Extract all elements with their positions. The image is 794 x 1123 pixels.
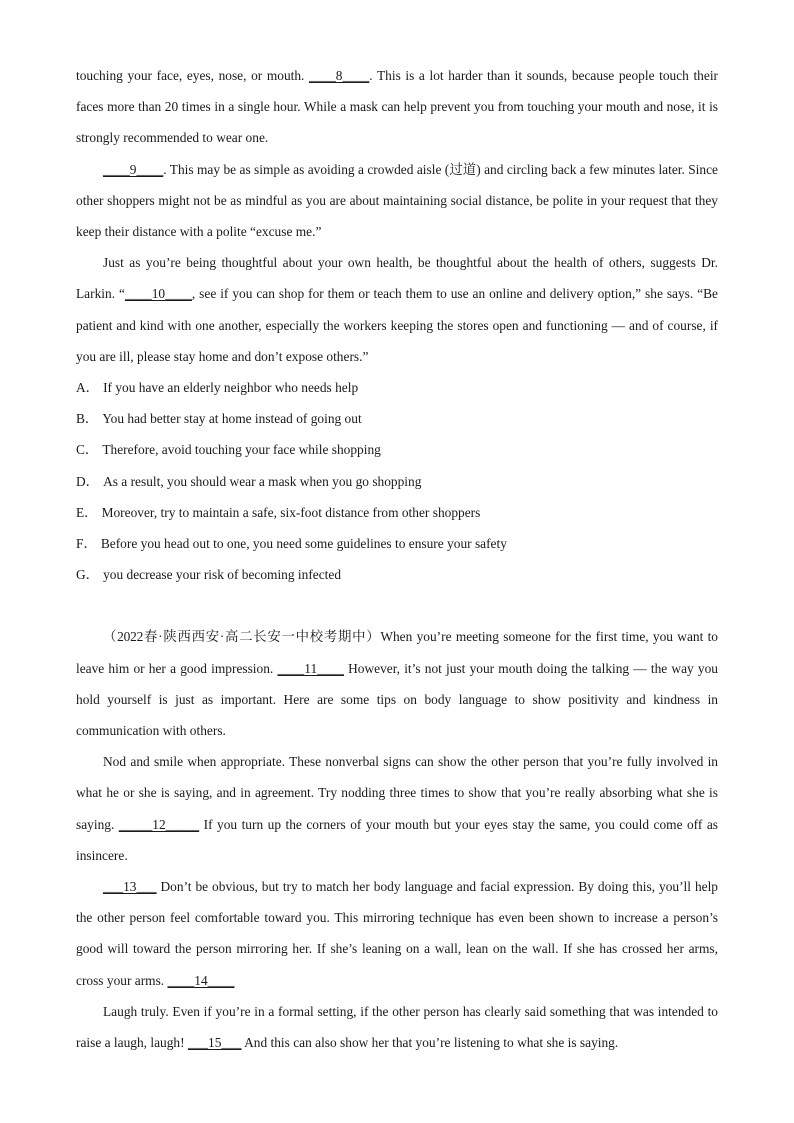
- text-segment: touching your face, eyes, nose, or mouth.: [76, 68, 310, 83]
- paragraph-nod-smile: [76, 746, 718, 871]
- blank-15: ___15___: [187, 1035, 242, 1051]
- blank-12: _____12_____: [118, 816, 200, 832]
- option-d: D． As a result, you should wear a mask when you go shopping: [76, 473, 422, 489]
- text-segment: Just as you’re being thoughtful about your own health, be thoughtful about the health of others, suggests Dr. Larkin. “: [76, 255, 718, 302]
- paragraph-mask-guidance: [76, 60, 718, 154]
- text-segment: . This is a lot harder than it sounds, because people touch their faces more than 20 times in a single hour. While a mask can help prevent you from touching your mouth and nose, it is strongly recommended to wear one.: [76, 68, 719, 146]
- blank-14: ____14____: [167, 972, 235, 988]
- paragraph-mirroring: [76, 871, 718, 996]
- paragraph-others-health: [76, 247, 718, 372]
- paragraph-first-impression: [76, 621, 718, 746]
- option-b: B． You had better stay at home instead of going out: [76, 411, 362, 427]
- option-e: E． Moreover, try to maintain a safe, six-foot distance from other shoppers: [76, 504, 481, 520]
- document-page: [76, 60, 718, 1058]
- blank-13: ___13___: [103, 879, 157, 895]
- text-segment: If you turn up the corners of your mouth but your eyes stay the same, you could come off as insincere.: [76, 816, 718, 863]
- text-segment: , see if you can shop for them or teach them to use an online and delivery option,” she says. “Be patient and kind with one another, especially the workers keeping the stores open and functioning — and of course, if you are ill, please stay home and don’t expose others.”: [76, 286, 718, 364]
- text-segment: However, it’s not just your mouth doing the talking — the way you hold yourself is just as important. Here are some tips on body language to show positivity and kindness in communication with others.: [76, 660, 719, 739]
- section-gap: [76, 590, 718, 621]
- blank-8: ____8____: [309, 68, 370, 83]
- option-c: C． Therefore, avoid touching your face while shopping: [76, 442, 381, 458]
- text-segment: Laugh truly. Even if you’re in a formal setting, if the other person has clearly said something that was intended to raise a laugh, laugh!: [76, 1003, 718, 1051]
- text-segment: . This may be as simple as avoiding a crowded aisle (过道) and circling back a few minutes later. Since other shoppers might not be as mindful as you are about maintaining social distance, be polite in your request that they keep their distance with a polite “excuse me.”: [76, 161, 718, 240]
- text-segment: And this can also show her that you’re listening to what she is saying.: [241, 1035, 619, 1051]
- answer-options: [76, 372, 718, 590]
- text-segment: Don’t be obvious, but try to match her body language and facial expression. By doing this, you’ll help the other person feel comfortable toward you. This mirroring technique has even been shown to increase a person’s good will toward the person mirroring her. If she’s leaning on a wall, lean on the wall. If she has crossed her arms, cross your arms.: [76, 879, 718, 988]
- text-segment: When you’re meeting someone for the first time, you want to leave him or her a good impression.: [76, 629, 718, 676]
- option-a: A． If you have an elderly neighbor who needs help: [76, 380, 359, 396]
- question-source: （2022春·陕西西安·高二长安一中校考期中）: [103, 629, 381, 645]
- blank-9: ____9____: [103, 161, 164, 177]
- option-g: G． you decrease your risk of becoming infected: [76, 567, 342, 583]
- text-segment: Nod and smile when appropriate. These nonverbal signs can show the other person that you’re fully involved in what he or she is saying, and in agreement. Try nodding three times to show that you’re really absorbing what she is saying.: [76, 754, 718, 832]
- blank-10: ____10____: [124, 286, 192, 302]
- option-f: F． Before you head out to one, you need some guidelines to ensure your safety: [76, 536, 507, 552]
- blank-11: ____11____: [277, 660, 344, 676]
- paragraph-distance: [76, 154, 718, 248]
- paragraph-laugh: [76, 996, 718, 1058]
